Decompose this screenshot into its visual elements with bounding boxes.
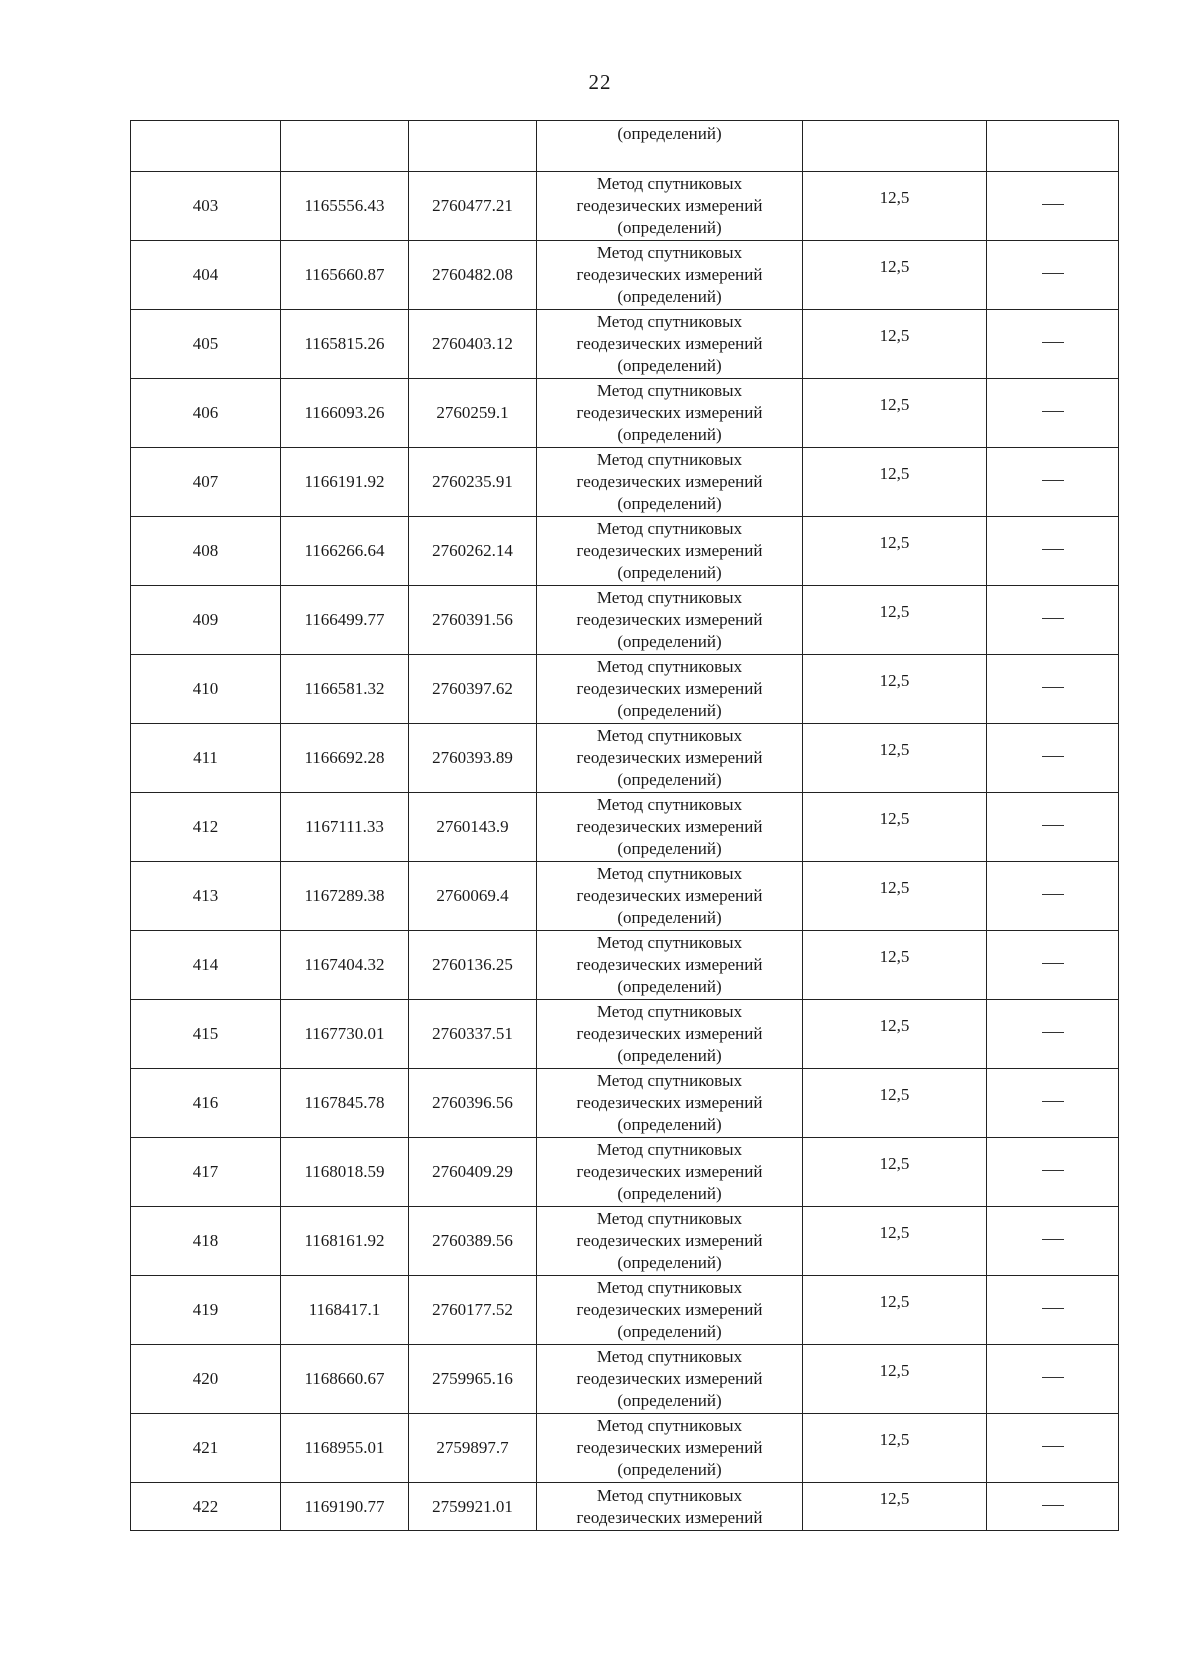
method-line: геодезических измерений xyxy=(576,403,763,422)
method-line: Метод спутниковых xyxy=(596,726,743,745)
table-row xyxy=(131,586,1119,655)
cell-coordinate-x: 1167289.38 xyxy=(281,862,409,931)
cell-accuracy xyxy=(803,724,987,793)
cell-coordinate-y: 2760143.9 xyxy=(409,793,537,862)
cell-accuracy xyxy=(803,1207,987,1276)
cell-note xyxy=(987,862,1119,931)
table-row xyxy=(131,1414,1119,1483)
dash-mark xyxy=(1042,1170,1064,1171)
dash-mark xyxy=(1042,1032,1064,1033)
accuracy-value: 12,5 xyxy=(879,533,910,552)
dash-mark xyxy=(1042,1101,1064,1102)
method-line: Метод спутниковых xyxy=(596,243,743,262)
accuracy-value: 12,5 xyxy=(879,809,910,828)
method-line: Метод спутниковых xyxy=(596,1278,743,1297)
cell-note xyxy=(987,448,1119,517)
method-line: (определений) xyxy=(617,1184,722,1203)
accuracy-value: 12,5 xyxy=(879,1154,910,1173)
method-line: (определений) xyxy=(617,563,722,582)
cell-method xyxy=(537,1000,803,1069)
method-line: геодезических измерений xyxy=(576,1162,763,1181)
cell-point-number: 407 xyxy=(131,448,281,517)
method-line: геодезических измерений xyxy=(576,886,763,905)
accuracy-value: 12,5 xyxy=(879,1085,910,1104)
cell-coordinate-y: 2760482.08 xyxy=(409,241,537,310)
method-line: геодезических измерений xyxy=(576,334,763,353)
accuracy-value: 12,5 xyxy=(879,1292,910,1311)
accuracy-value: 12,5 xyxy=(879,947,910,966)
cell-method xyxy=(537,793,803,862)
coordinates-table xyxy=(130,120,1119,1531)
table-row xyxy=(131,655,1119,724)
method-line: геодезических измерений xyxy=(576,541,763,560)
cell-coordinate-x: 1166499.77 xyxy=(281,586,409,655)
cell-accuracy xyxy=(803,655,987,724)
method-line: Метод спутниковых xyxy=(596,933,743,952)
cell-accuracy xyxy=(803,1138,987,1207)
dash-mark xyxy=(1042,411,1064,412)
dash-mark xyxy=(1042,204,1064,205)
cell-point-number: 420 xyxy=(131,1345,281,1414)
cell-method xyxy=(537,448,803,517)
method-line: Метод спутниковых xyxy=(596,1209,743,1228)
method-line: Метод спутниковых xyxy=(596,174,743,193)
cell-coordinate-y: 2760136.25 xyxy=(409,931,537,1000)
cell-empty xyxy=(409,121,537,172)
method-line: геодезических измерений xyxy=(576,679,763,698)
cell-coordinate-y: 2760397.62 xyxy=(409,655,537,724)
cell-note xyxy=(987,655,1119,724)
cell-coordinate-y: 2760069.4 xyxy=(409,862,537,931)
cell-note xyxy=(987,1276,1119,1345)
cell-coordinate-x: 1167111.33 xyxy=(281,793,409,862)
cell-coordinate-y: 2760389.56 xyxy=(409,1207,537,1276)
cell-method xyxy=(537,1138,803,1207)
cell-note xyxy=(987,241,1119,310)
dash-mark xyxy=(1042,1505,1064,1506)
accuracy-value: 12,5 xyxy=(879,740,910,759)
cell-method xyxy=(537,655,803,724)
cell-method xyxy=(537,1345,803,1414)
cell-method xyxy=(537,310,803,379)
dash-mark xyxy=(1042,1446,1064,1447)
dash-mark xyxy=(1042,1239,1064,1240)
accuracy-value: 12,5 xyxy=(879,1361,910,1380)
cell-method xyxy=(537,931,803,1000)
method-line: геодезических измерений xyxy=(576,472,763,491)
dash-mark xyxy=(1042,549,1064,550)
continuation-row xyxy=(131,121,1119,172)
cell-method-continuation: (определений) xyxy=(537,121,803,172)
table-row xyxy=(131,517,1119,586)
method-line: Метод спутниковых xyxy=(596,657,743,676)
cell-coordinate-x: 1167404.32 xyxy=(281,931,409,1000)
method-line: геодезических измерений xyxy=(576,1369,763,1388)
dash-mark xyxy=(1042,618,1064,619)
method-line: геодезических измерений xyxy=(576,196,763,215)
cell-note xyxy=(987,1345,1119,1414)
cell-coordinate-x: 1166266.64 xyxy=(281,517,409,586)
cell-point-number: 410 xyxy=(131,655,281,724)
cell-coordinate-x: 1168161.92 xyxy=(281,1207,409,1276)
dash-mark xyxy=(1042,894,1064,895)
dash-mark xyxy=(1042,687,1064,688)
cell-coordinate-y: 2760403.12 xyxy=(409,310,537,379)
method-line: геодезических измерений xyxy=(576,1300,763,1319)
method-line: (определений) xyxy=(617,425,722,444)
cell-coordinate-y: 2760259.1 xyxy=(409,379,537,448)
cell-accuracy xyxy=(803,1345,987,1414)
cell-coordinate-x: 1168018.59 xyxy=(281,1138,409,1207)
cell-point-number: 419 xyxy=(131,1276,281,1345)
cell-note xyxy=(987,1207,1119,1276)
table-row xyxy=(131,172,1119,241)
cell-point-number: 417 xyxy=(131,1138,281,1207)
method-line: геодезических измерений xyxy=(576,1507,763,1527)
cell-note xyxy=(987,172,1119,241)
cell-coordinate-y: 2760409.29 xyxy=(409,1138,537,1207)
method-line: геодезических измерений xyxy=(576,748,763,767)
cell-accuracy xyxy=(803,241,987,310)
cell-method xyxy=(537,241,803,310)
method-line: геодезических измерений xyxy=(576,610,763,629)
cell-note xyxy=(987,793,1119,862)
method-line: Метод спутниковых xyxy=(596,1002,743,1021)
method-line: геодезических измерений xyxy=(576,955,763,974)
cell-note xyxy=(987,310,1119,379)
method-line: Метод спутниковых xyxy=(596,450,743,469)
cell-accuracy xyxy=(803,793,987,862)
dash-mark xyxy=(1042,480,1064,481)
cell-coordinate-x: 1167730.01 xyxy=(281,1000,409,1069)
method-line: Метод спутниковых xyxy=(596,1140,743,1159)
cell-point-number: 414 xyxy=(131,931,281,1000)
method-line: Метод спутниковых xyxy=(596,864,743,883)
method-line: (определений) xyxy=(617,356,722,375)
dash-mark xyxy=(1042,963,1064,964)
method-line: Метод спутниковых xyxy=(596,1416,743,1435)
method-line: Метод спутниковых xyxy=(596,381,743,400)
cell-accuracy xyxy=(803,310,987,379)
dash-mark xyxy=(1042,342,1064,343)
cell-accuracy xyxy=(803,448,987,517)
table-row xyxy=(131,793,1119,862)
cell-empty xyxy=(987,121,1119,172)
method-line: геодезических измерений xyxy=(576,265,763,284)
cell-point-number: 421 xyxy=(131,1414,281,1483)
table-row xyxy=(131,931,1119,1000)
cell-note xyxy=(987,1069,1119,1138)
cell-coordinate-y: 2759897.7 xyxy=(409,1414,537,1483)
cell-method xyxy=(537,862,803,931)
dash-mark xyxy=(1042,1377,1064,1378)
table-row xyxy=(131,1276,1119,1345)
cell-coordinate-y: 2760337.51 xyxy=(409,1000,537,1069)
cell-accuracy xyxy=(803,517,987,586)
cell-accuracy xyxy=(803,1276,987,1345)
cell-coordinate-x: 1165815.26 xyxy=(281,310,409,379)
cell-point-number: 406 xyxy=(131,379,281,448)
cell-accuracy xyxy=(803,1000,987,1069)
accuracy-value: 12,5 xyxy=(879,326,910,345)
method-line: геодезических измерений xyxy=(576,1024,763,1043)
cell-method xyxy=(537,517,803,586)
method-line: (определений) xyxy=(617,1115,722,1134)
method-line: (определений) xyxy=(617,1391,722,1410)
method-line: (определений) xyxy=(617,839,722,858)
method-line: геодезических измерений xyxy=(576,1438,763,1457)
method-line: Метод спутниковых xyxy=(596,519,743,538)
method-line: (определений) xyxy=(617,1322,722,1341)
dash-mark xyxy=(1042,825,1064,826)
method-line: геодезических измерений xyxy=(576,1231,763,1250)
accuracy-value: 12,5 xyxy=(879,257,910,276)
cell-method xyxy=(537,1483,803,1531)
cell-note xyxy=(987,1483,1119,1531)
cell-coordinate-y: 2759921.01 xyxy=(409,1483,537,1531)
cell-accuracy xyxy=(803,1483,987,1531)
method-line: Метод спутниковых xyxy=(596,312,743,331)
cell-empty xyxy=(131,121,281,172)
cell-point-number: 404 xyxy=(131,241,281,310)
cell-coordinate-y: 2759965.16 xyxy=(409,1345,537,1414)
method-line: (определений) xyxy=(617,1253,722,1272)
cell-point-number: 422 xyxy=(131,1483,281,1531)
cell-point-number: 412 xyxy=(131,793,281,862)
table-row xyxy=(131,241,1119,310)
method-line: (определений) xyxy=(617,908,722,927)
cell-note xyxy=(987,586,1119,655)
cell-method xyxy=(537,724,803,793)
table-row xyxy=(131,1138,1119,1207)
cell-method xyxy=(537,1069,803,1138)
method-line: Метод спутниковых xyxy=(596,1347,743,1366)
cell-coordinate-x: 1168955.01 xyxy=(281,1414,409,1483)
method-line: геодезических измерений xyxy=(576,817,763,836)
method-line: (определений) xyxy=(617,632,722,651)
cell-point-number: 418 xyxy=(131,1207,281,1276)
dash-mark xyxy=(1042,756,1064,757)
cell-empty xyxy=(803,121,987,172)
cell-point-number: 416 xyxy=(131,1069,281,1138)
cell-point-number: 415 xyxy=(131,1000,281,1069)
method-line: Метод спутниковых xyxy=(596,1071,743,1090)
cell-point-number: 408 xyxy=(131,517,281,586)
cell-coordinate-y: 2760235.91 xyxy=(409,448,537,517)
cell-coordinate-x: 1166692.28 xyxy=(281,724,409,793)
cell-note xyxy=(987,1414,1119,1483)
method-line: Метод спутниковых xyxy=(596,795,743,814)
cell-accuracy xyxy=(803,931,987,1000)
cell-accuracy xyxy=(803,1069,987,1138)
table-body xyxy=(131,121,1119,1531)
method-line: Метод спутниковых xyxy=(596,1485,743,1505)
dash-mark xyxy=(1042,273,1064,274)
cell-coordinate-y: 2760393.89 xyxy=(409,724,537,793)
accuracy-value: 12,5 xyxy=(879,1016,910,1035)
table-row xyxy=(131,724,1119,793)
cell-empty xyxy=(281,121,409,172)
cell-note xyxy=(987,724,1119,793)
table-row xyxy=(131,862,1119,931)
accuracy-value: 12,5 xyxy=(879,602,910,621)
cell-note xyxy=(987,517,1119,586)
cell-accuracy xyxy=(803,586,987,655)
cell-accuracy xyxy=(803,1414,987,1483)
method-line: (определений) xyxy=(617,977,722,996)
accuracy-value: 12,5 xyxy=(879,671,910,690)
cell-method xyxy=(537,1276,803,1345)
accuracy-value: 12,5 xyxy=(879,1223,910,1242)
method-line: (определений) xyxy=(617,287,722,306)
cell-point-number: 413 xyxy=(131,862,281,931)
cell-point-number: 405 xyxy=(131,310,281,379)
cell-point-number: 409 xyxy=(131,586,281,655)
cell-accuracy xyxy=(803,172,987,241)
cell-method xyxy=(537,586,803,655)
table-row xyxy=(131,1000,1119,1069)
accuracy-value: 12,5 xyxy=(879,395,910,414)
cell-note xyxy=(987,1138,1119,1207)
method-line: (определений) xyxy=(617,1046,722,1065)
cell-coordinate-x: 1167845.78 xyxy=(281,1069,409,1138)
cell-coordinate-x: 1165556.43 xyxy=(281,172,409,241)
method-line: Метод спутниковых xyxy=(596,588,743,607)
cell-method xyxy=(537,1414,803,1483)
cell-coordinate-x: 1166581.32 xyxy=(281,655,409,724)
cell-coordinate-y: 2760262.14 xyxy=(409,517,537,586)
accuracy-value: 12,5 xyxy=(879,878,910,897)
cell-coordinate-y: 2760391.56 xyxy=(409,586,537,655)
method-line: (определений) xyxy=(617,770,722,789)
accuracy-value: 12,5 xyxy=(879,1488,910,1508)
table-row xyxy=(131,310,1119,379)
cell-method xyxy=(537,1207,803,1276)
accuracy-value: 12,5 xyxy=(879,464,910,483)
cell-note xyxy=(987,931,1119,1000)
cell-coordinate-x: 1165660.87 xyxy=(281,241,409,310)
method-line: (определений) xyxy=(617,701,722,720)
cell-note xyxy=(987,1000,1119,1069)
table-row xyxy=(131,1207,1119,1276)
accuracy-value: 12,5 xyxy=(879,188,910,207)
cell-coordinate-y: 2760477.21 xyxy=(409,172,537,241)
cell-method xyxy=(537,379,803,448)
method-line: (определений) xyxy=(617,218,722,237)
cell-note xyxy=(987,379,1119,448)
method-line: геодезических измерений xyxy=(576,1093,763,1112)
cell-coordinate-y: 2760177.52 xyxy=(409,1276,537,1345)
cell-coordinate-x: 1166191.92 xyxy=(281,448,409,517)
method-line: (определений) xyxy=(617,494,722,513)
cell-point-number: 403 xyxy=(131,172,281,241)
cell-accuracy xyxy=(803,862,987,931)
method-line: (определений) xyxy=(617,1460,722,1479)
accuracy-value: 12,5 xyxy=(879,1430,910,1449)
cell-coordinate-x: 1168417.1 xyxy=(281,1276,409,1345)
cell-point-number: 411 xyxy=(131,724,281,793)
table-row xyxy=(131,1069,1119,1138)
table-row xyxy=(131,379,1119,448)
page-number: 22 xyxy=(588,70,612,94)
cell-method xyxy=(537,172,803,241)
table-row xyxy=(131,448,1119,517)
cell-coordinate-x: 1169190.77 xyxy=(281,1483,409,1531)
dash-mark xyxy=(1042,1308,1064,1309)
table-row xyxy=(131,1483,1119,1531)
cell-coordinate-x: 1166093.26 xyxy=(281,379,409,448)
cell-accuracy xyxy=(803,379,987,448)
cell-coordinate-x: 1168660.67 xyxy=(281,1345,409,1414)
cell-coordinate-y: 2760396.56 xyxy=(409,1069,537,1138)
table-row xyxy=(131,1345,1119,1414)
